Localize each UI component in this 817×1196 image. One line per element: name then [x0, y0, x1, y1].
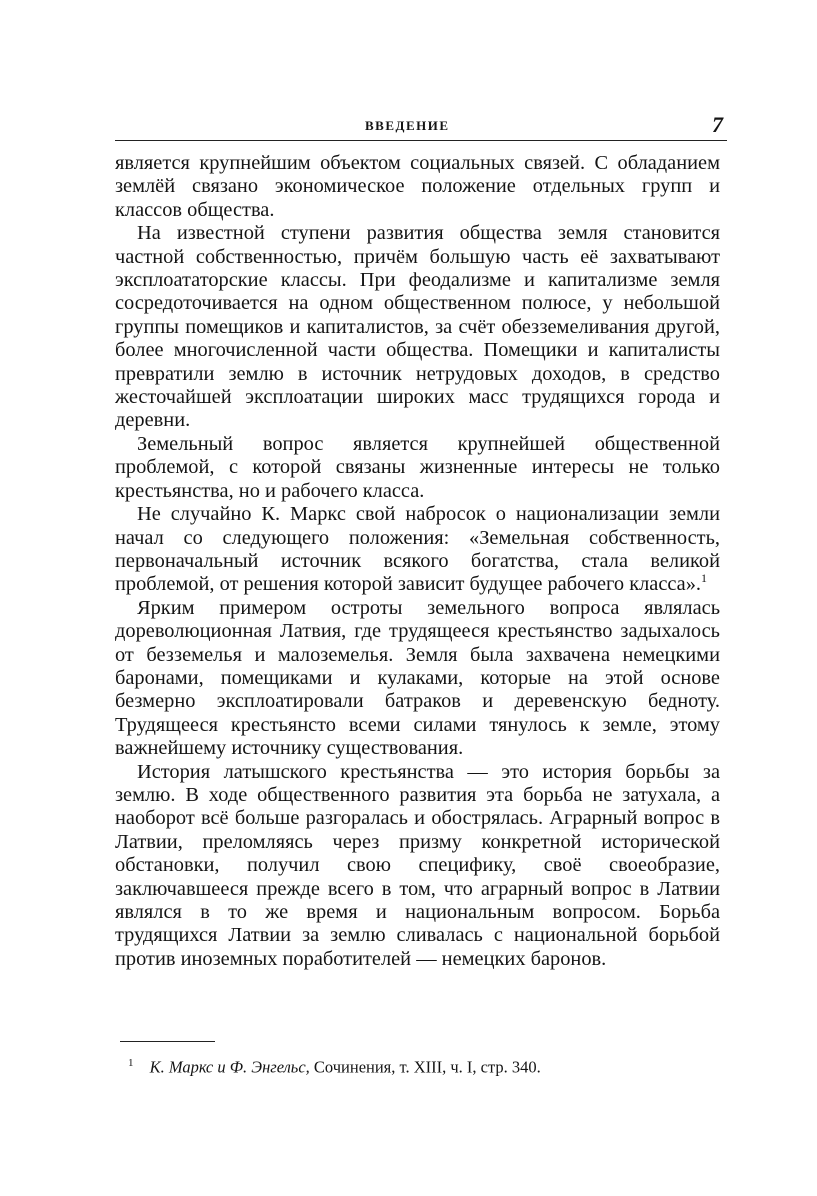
footnote-citation: Сочинения, т. XIII, ч. I, стр. 340. [313, 1057, 541, 1077]
page-header [115, 112, 727, 142]
paragraph-2: На известной ступени развития общества земля становится частной собственностью, причём большую часть её захватывают эксплоататорские классы. При феодализме и капитализме земля сосредоточивается на одном общественном полюсе, у небольшой группы помещиков и капиталистов, за счёт обезземеливания другой, более многочисленной части общества. Помещики и капиталисты превратили землю в источник нетрудовых доходов, в средство жесточайшей эксплоатации широких масс трудящихся города и деревни. [115, 222, 720, 432]
running-title: ВВЕДЕНИЕ [365, 118, 450, 133]
footnote [128, 1052, 688, 1079]
footnote-authors: К. Маркс и Ф. Энгельс, [149, 1057, 310, 1077]
footnote-reference: 1 [701, 571, 708, 586]
body-text [115, 152, 720, 971]
footnote-rule [120, 1041, 215, 1042]
paragraph-4 [115, 503, 720, 597]
page-number: 7 [712, 112, 723, 137]
paragraph-5: Ярким примером остроты земельного вопроса являлась дореволюционная Латвия, где трудящееся крестьянство задыхалось от безземелья и малоземелья. Земля была захвачена немецкими баронами, помещиками и кулаками, которые на этой основе безмерно эксплоатировали батраков и деревенскую бедноту. Трудящееся крестьянсто всеми силами тянулось к земле, этому важнейшему источнику существования. [115, 596, 720, 760]
footnote-mark: 1 [128, 1057, 134, 1069]
paragraph-1: является крупнейшим объектом социальных связей. С обладанием землёй связано экономическое положение отдельных групп и классов общества. [115, 152, 720, 221]
paragraph-3: Земельный вопрос является крупнейшей общественной проблемой, с которой связаны жизненные интересы не только крестьянства, но и рабочего класса. [115, 432, 720, 502]
paragraph-6: История латышского крестьянства — это история борьбы за землю. В ходе общественного развития эта борьба не затухала, а наоборот всё больше разгоралась и обострялась. Аграрный вопрос в Латвии, преломляясь через призму конкретной исторической обстановки, получил свою специфику, своё своеобразие, заключавшееся прежде всего в том, что аграрный вопрос в Латвии являлся в то же время и национальным вопросом. Борьба трудящихся Латвии за землю сливалась с национальной борьбой против иноземных поработителей — немецких баронов. [115, 760, 720, 970]
paragraph-4-text: Не случайно К. Маркс свой набросок о национализации земли начал со следующего положения: «Земельная собственность, первоначальный источник всякого богатства, стала великой проблемой, от решения которой зависит будущее рабочего класса». [115, 503, 720, 596]
header-rule [115, 140, 727, 141]
